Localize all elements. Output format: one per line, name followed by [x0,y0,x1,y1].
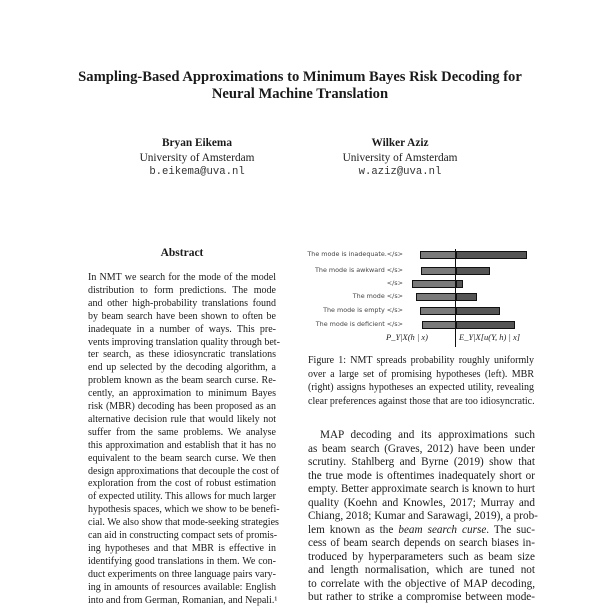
author-email[interactable]: b.eikema@uva.nl [149,166,245,178]
text-line: over a large set of promising hypotheses (left). MBR [308,368,534,380]
text-line: Chiang, 2018; Kumar and Sarawagi, 2019), a prob- [308,510,538,522]
text-line: equivalent to the beam search curse. We then [88,452,276,464]
probability-bar [420,251,456,259]
text-line: scrutiny. Stahlberg and Byrne (2019) show that [308,456,535,468]
text-line: problem known as the beam search curse. Re- [88,375,276,387]
text-line: design approximations that decouple the cost of [88,465,280,477]
text-line: In NMT we search for the mode of the model [88,272,276,283]
axis-label-left: P_Y|X(h | x) [386,332,428,342]
text-line: quality (Koehn and Knowles, 2017; Murray and [308,496,535,509]
text-line: suffer from the same problems. We analyse [88,426,276,438]
text-line [308,524,535,538]
text-line: Figure 1: NMT spreads probability roughly uniformly [308,355,534,366]
text-line: inadequate in a number of ways. This pre- [88,323,276,335]
expected-utility-bar [456,307,500,315]
paper-title-line-1: Sampling-Based Approximations to Minimum Bayes Risk Decoding for [78,69,522,85]
probability-bar [421,267,456,275]
category-label: The mode is deficient </s> [315,320,403,328]
text-line: of expected utility. This allows for much larger [88,491,276,503]
text-line: distribution to form predictions. The mode [88,284,276,296]
text-line: troduced by hyperparameters such as beam size [308,550,535,563]
text-line: identifying good translations in them. We con- [88,555,276,567]
author-affiliation: University of Amsterdam [342,151,458,164]
text-line: alternative decision rule that would likely not [88,413,276,425]
text-line: vents improving translation quality through bet- [88,336,280,348]
probability-bar [422,321,456,329]
abstract-heading: Abstract [160,247,204,259]
category-label: The mode is awkward </s> [315,266,403,274]
expected-utility-bar [456,267,490,275]
text-line: ing hypotheses and that MBR is effective in [88,542,276,554]
text-line: by beam search have been shown to often be [88,310,276,322]
category-label: The mode is inadequate.</s> [307,250,403,258]
text-line: clear preferences against those that are too idiosyncratic. [308,395,535,407]
text-line: risk (MBR) decoding has been proposed as an [88,401,276,412]
text-segment: . The suc- [486,523,535,536]
text-line: hypothesis spaces, which we show to be benefi- [88,504,280,516]
category-label: </s> [386,279,403,287]
text-line: into and from German, Romanian, and Nepali.¹ [88,594,278,606]
category-label: The mode </s> [352,292,403,300]
text-line: the true mode is oftentimes inadequately short or [308,469,535,482]
author-block [300,136,500,180]
text-line: empty. Better approximate search is known to hurt [308,483,535,495]
expected-utility-bar [456,251,527,259]
author-email[interactable]: w.aziz@uva.nl [358,166,442,178]
expected-utility-bar [456,280,463,288]
text-line: and length normalisation, which are tuned not [308,564,535,576]
author-affiliation: University of Amsterdam [139,151,255,164]
text-segment: lem known as the [308,523,399,536]
text-line: to correlate with the objective of MAP decoding, [308,577,535,590]
author-name: Wilker Aziz [371,137,429,149]
probability-bar [420,307,456,315]
text-line: duct experiments on three language pairs vary- [88,568,276,580]
emphasized-term: beam search curse [398,523,487,536]
text-line: end up selected by the decoding algorithm, a [88,362,276,374]
category-label: The mode is empty </s> [323,306,403,314]
text-line: and other high-probability translations found [88,297,276,309]
author-name: Bryan Eikema [162,137,232,149]
paper-title-line-2: Neural Machine Translation [211,86,389,102]
text-line: as beam search (Graves, 2012) have been under [308,442,535,455]
expected-utility-bar [456,293,477,301]
text-line: but rather to strike a compromise between mode- [308,591,535,603]
text-line: cently, an approximation to minimum Bayes [88,388,276,400]
text-line: MAP decoding and its approximations such [320,429,535,441]
text-line: ing in amounts of resources available: English [88,581,276,593]
expected-utility-bar [456,321,515,329]
author-block [97,136,297,180]
text-line: cial. We also show that mode-seeking strategies [88,517,279,529]
probability-bar [412,280,456,288]
text-line: cess of beam search depends on search biases in- [308,537,535,549]
text-line: ter search, as these idiosyncratic translations [88,349,276,361]
axis-label-right: E_Y|X[u(Y, h) | x] [459,332,521,342]
text-line: (right) assigns hypotheses an expected utility, revealing [308,382,534,394]
text-line: can aid in constructing compact sets of promis- [88,530,278,541]
text-line: this approximation and establish that it has no [88,439,276,451]
probability-bar [416,293,456,301]
text-line: exploration from the cost of robust estimation [88,478,276,490]
